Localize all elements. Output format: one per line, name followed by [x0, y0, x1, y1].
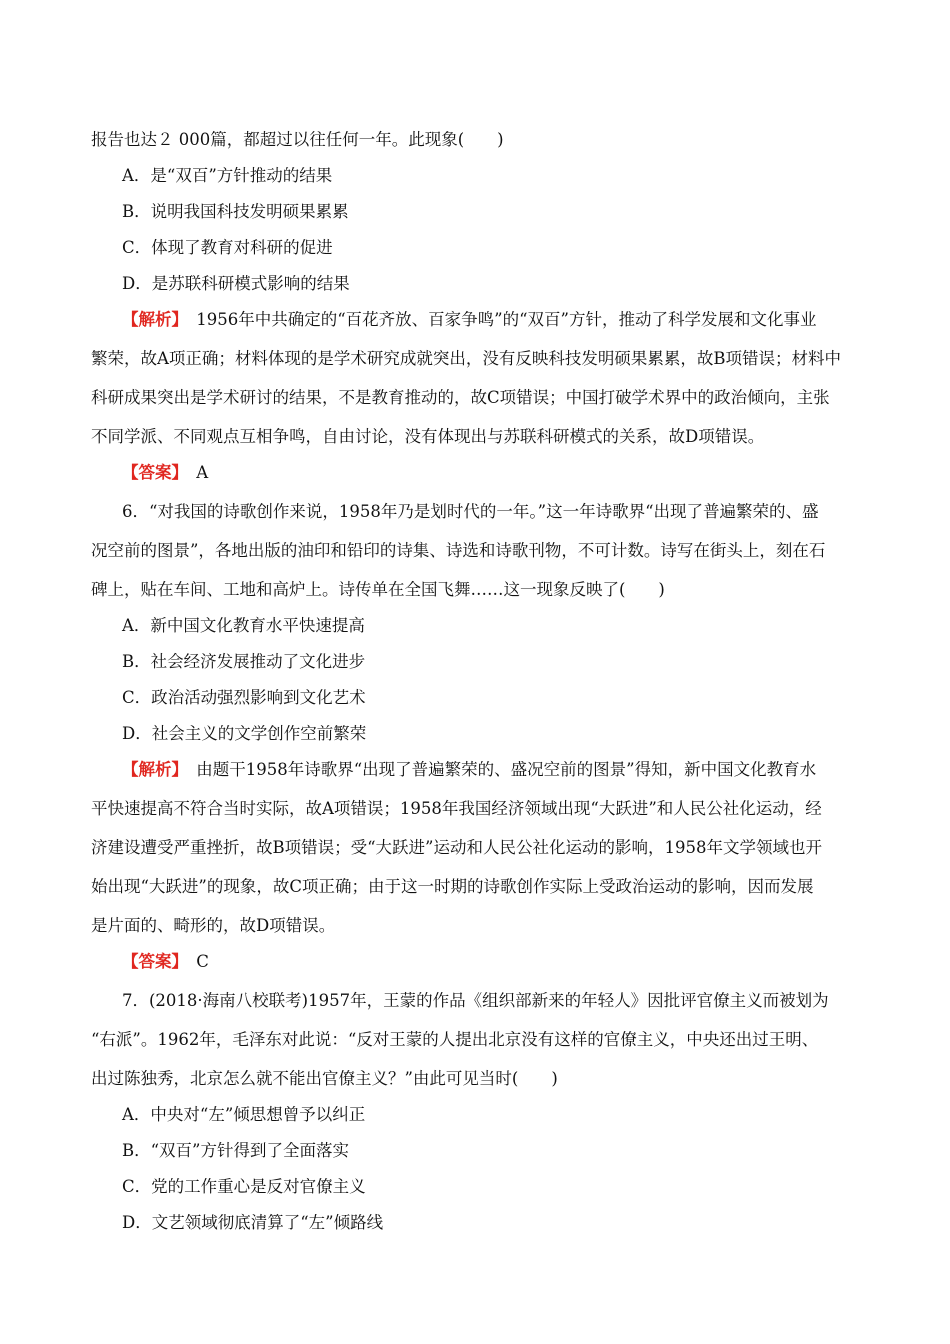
q6-option-a: A．新中国文化教育水平快速提高 [122, 616, 365, 635]
q5-analysis-line-2: 繁荣，故A项正确；材料体现的是学术研究成就突出，没有反映科技发明硕果累累，故B项错误；材料中 [91, 349, 842, 368]
q5-option-b: B．说明我国科技发明硕果累累 [122, 202, 349, 221]
q7-option-c: C．党的工作重心是反对官僚主义 [122, 1177, 366, 1196]
q6-answer-tag: 【答案】 [122, 952, 180, 971]
q6-analysis-tag: 【解析】 [122, 760, 180, 779]
q7-stem-line-1: 7．(2018·海南八校联考)1957年，王蒙的作品《组织部新来的年轻人》因批评官僚主义而被划为 [122, 991, 829, 1010]
q5-analysis-line-3: 科研成果突出是学术研讨的结果，不是教育推动的，故C项错误；中国打破学术界中的政治倾向，主张 [91, 388, 830, 407]
q6-option-b: B．社会经济发展推动了文化进步 [122, 652, 366, 671]
q5-analysis-line-1 [0, 309, 950, 331]
q5-analysis-line-4: 不同学派、不同观点互相争鸣，自由讨论，没有体现出与苏联科研模式的关系，故D项错误。 [91, 427, 765, 446]
q5-answer-line [0, 462, 950, 484]
q5-option-d: D．是苏联科研模式影响的结果 [122, 274, 350, 293]
q7-stem-line-2: “右派”。1962年，毛泽东对此说：“反对王蒙的人提出北京没有这样的官僚主义，中央还出过王明、 [91, 1030, 819, 1049]
q5-option-a: A．是“双百”方针推动的结果 [122, 166, 333, 185]
q5-analysis-tag: 【解析】 [122, 310, 180, 329]
q6-analysis-line-1 [0, 759, 950, 781]
q7-option-d: D．文艺领域彻底清算了“左”倾路线 [122, 1213, 384, 1232]
q6-analysis-line-3: 济建设遭受严重挫折，故B项错误；受“大跃进”运动和人民公社化运动的影响，1958年文学领域也开 [91, 838, 822, 857]
q5-answer-tag: 【答案】 [122, 463, 180, 482]
q7-option-a: A．中央对“左”倾思想曾予以纠正 [122, 1105, 366, 1124]
q6-answer-line [0, 951, 950, 973]
q6-analysis-line-5: 是片面的、畸形的，故D项错误。 [91, 916, 336, 935]
q7-option-b: B．“双百”方针得到了全面落实 [122, 1141, 349, 1160]
q6-stem-line-1: 6．“对我国的诗歌创作来说，1958年乃是划时代的一年。”这一年诗歌界“出现了普遍繁荣的、盛 [122, 502, 819, 521]
q6-analysis-text-1: 由题干1958年诗歌界“出现了普遍繁荣的、盛况空前的图景”得知，新中国文化教育水 [196, 760, 817, 779]
q6-stem-line-3: 碑上，贴在车间、工地和高炉上。诗传单在全国飞舞……这一现象反映了( ) [91, 580, 665, 599]
q6-analysis-line-2: 平快速提高不符合当时实际，故A项错误；1958年我国经济领域出现“大跃进”和人民公社化运动，经 [91, 799, 822, 818]
q5-option-c: C．体现了教育对科研的促进 [122, 238, 333, 257]
q5-analysis-text-1: 1956年中共确定的“百花齐放、百家争鸣”的“双百”方针，推动了科学发展和文化事业 [196, 310, 817, 329]
q6-analysis-line-4: 始出现“大跃进”的现象，故C项正确；由于这一时期的诗歌创作实际上受政治运动的影响，因而发展 [91, 877, 814, 896]
q7-stem-line-3: 出过陈独秀，北京怎么就不能出官僚主义？”由此可见当时( ) [91, 1069, 558, 1088]
q6-stem-line-2: 况空前的图景”，各地出版的油印和铅印的诗集、诗选和诗歌刊物，不可计数。诗写在街头上，刻在石 [91, 541, 826, 560]
q5-answer-value: A [196, 463, 209, 482]
q6-option-d: D．社会主义的文学创作空前繁荣 [122, 724, 367, 743]
q6-answer-value: C [196, 952, 209, 971]
q5-stem-tail: 报告也达２ 000篇，都超过以往任何一年。此现象( ) [91, 130, 504, 149]
q6-option-c: C．政治活动强烈影响到文化艺术 [122, 688, 366, 707]
